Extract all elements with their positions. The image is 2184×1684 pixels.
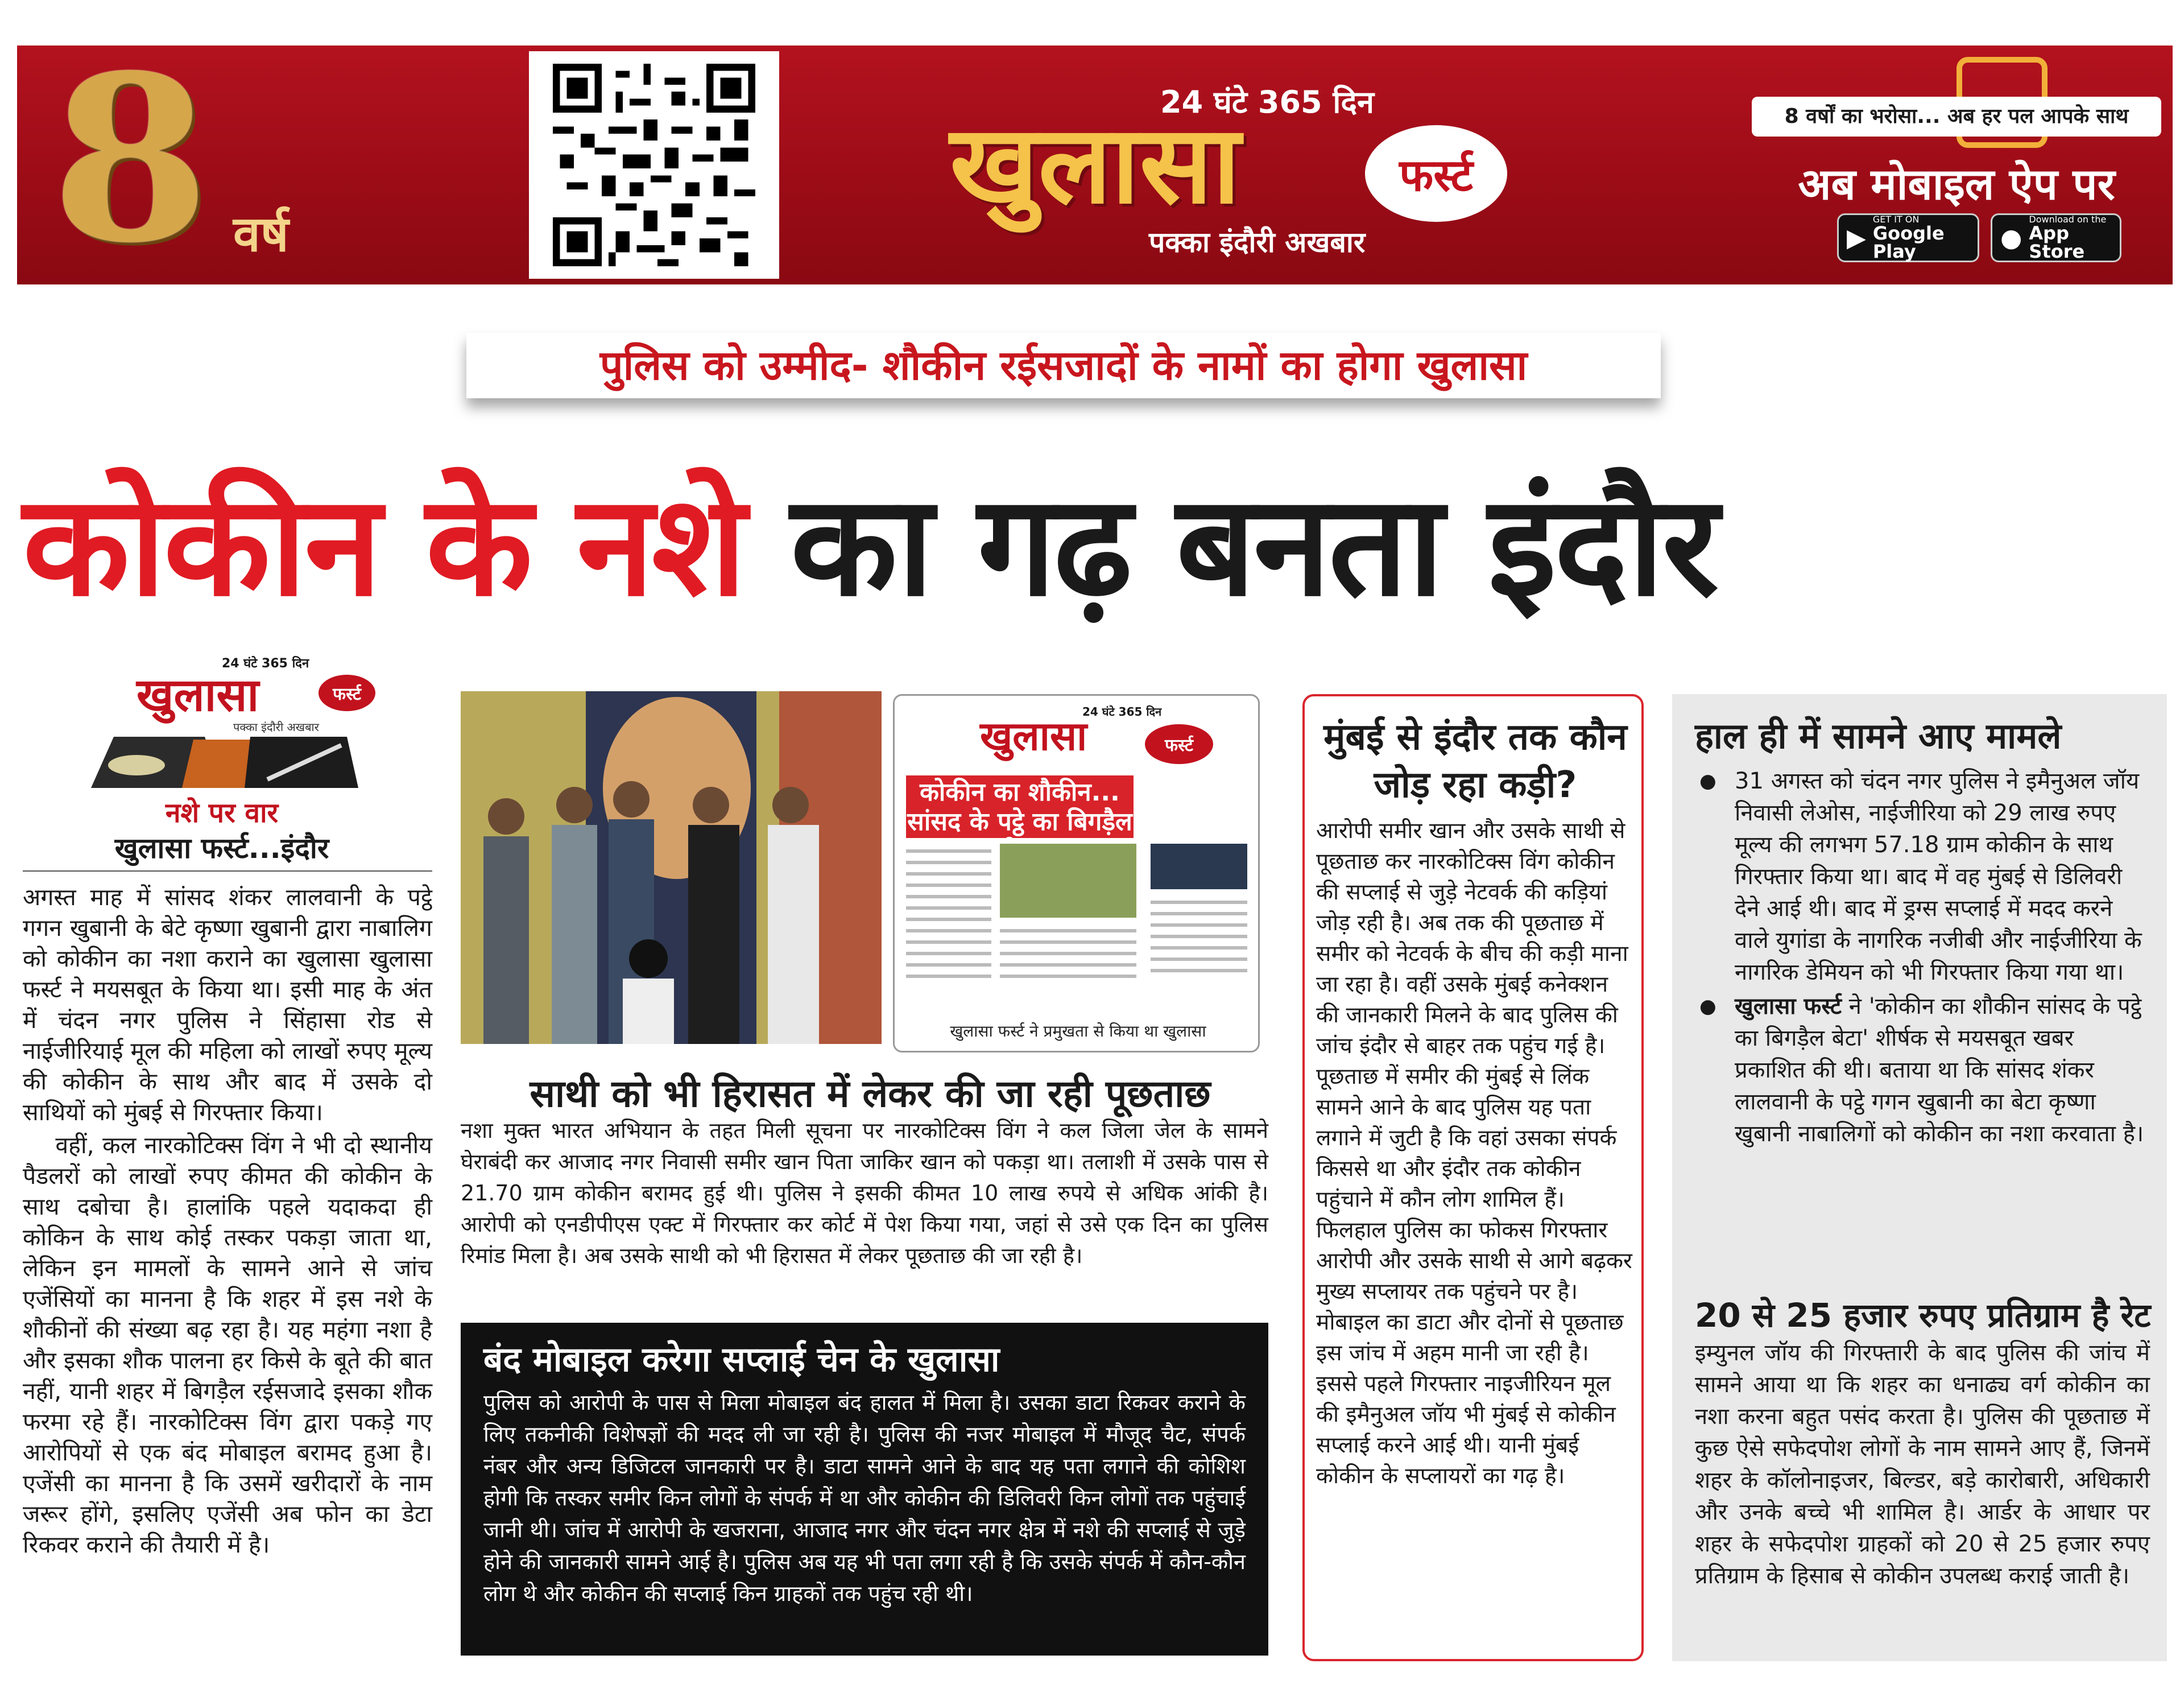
mini-brand [136,654,361,734]
rate-heading: 20 से 25 हजार रुपए प्रतिग्राम है रेट [1695,1296,2151,1335]
anniversary-number: 8 [51,26,210,293]
police-team-photo [461,691,882,1044]
recent-cases-list [1695,765,2150,1152]
mini-brand-name: खुलासा [136,668,259,721]
google-play-small: GET IT ON [1872,214,1920,225]
group-photo-icon [461,691,882,1044]
masthead-banner [17,26,2173,293]
black-box-body: पुलिस को आरोपी के पास से मिला मोबाइल बंद हालत में मिला है। उसका डाटा रिकवर कराने के लिए तकनीकी विशेषज्ञों की मदद ली जा रही है। पुलिस की नजर मोबाइल में मौजूद चैट, संपर्क नंबर और अन्य डिजिटल जानकारी पर है। डाटा सामने आने के बाद यह पता लगाने की कोशिश होगी कि तस्कर समीर किन लोगों के संपर्क में था और कोकीन की डिलिवरी किन लोगों तक पहुंचाई जानी थी। जांच में आरोपी के खजराना, आजाद नगर और चंदन नगर क्षेत्र में नशे की सप्लाई से जुड़े होने की जानकारी सामने आई है। पुलिस अब यह भी पता लगा रही है कि उसके संपर्क में कौन-कौन लोग थे और कोकीन की सप्लाई किन ग्राहकों तक पहुंच रही थी। [483,1390,1246,1606]
recent-cases-heading: हाल ही में सामने आए मामले [1695,715,2062,757]
left-paragraph-1: अगस्त माह में सांसद शंकर लालवानी के पट्ठे गगन खुबानी के बेटे कृष्णा खुबानी द्वारा नाबालिग को कोकीन का नशा कराने का खुलासा खुलासा फर्स्ट ने मयसबूत के किया था। इसी माह के अंत में चंदन नगर पुलिस ने सिंहासा रोड से नाईजीरियाई मूल की महिला को लाखों रुपए मूल्य की कोकीन के साथ और बाद में उसके दो साथियों को मुंबई से गिरफ्तार किया। [23,884,432,1126]
newspaper-clipping [893,694,1260,1052]
mini-brand-subtitle: पक्का इंदौरी अखबार [233,720,319,734]
brand-name: खुलासा [950,102,1241,228]
brand-badge: फर्स्ट [1365,125,1507,222]
black-box-heading: बंद मोबाइल करेगा सप्लाई चेन के खुलासा [483,1340,1000,1380]
brand-logo [933,57,1530,273]
clip-brand: खुलासा [980,713,1087,760]
app-store-button[interactable] [1991,213,2121,262]
anniversary-word: वर्ष [233,206,289,263]
clip-headline: कोकीन का शौकीन... सांसद के पट्ठे का बिगड़ैल [906,775,1134,838]
brand-subtitle: पक्का इंदौरी अखबार [1149,226,1366,259]
drug-collage-icon [80,734,364,791]
apple-icon: ● [2000,223,2022,253]
campaign-logo [63,654,381,865]
app-trust-line: 8 वर्षों का भरोसा... अब हर पल आपके साथ [1752,97,2161,137]
left-paragraph-2: वहीं, कल नारकोटिक्स विंग ने भी दो स्थानीय पैडलरों को लाखों रुपए कीमत की कोकीन के साथ दबोचा है। हालांकि पहले यदाकदा ही कोकिन के साथ कोई तस्कर पकड़ा जाता था, लेकिन इन मामलों के सामने आने से जांच एजेंसियों का मानना है कि शहर में इस नशे के शौकीनों की संख्या बढ़ रहा है। यह महंगा नशा है और इसका शौक पालना हर किसे के बूते की बात नहीं, यानी शहर में बिगड़ैल रईसजादे इसका शौक फरमा रहे हैं। नारकोटिक्स विंग द्वारा पकड़े गए आरोपियों से एक बंद मोबाइल बरामद हुआ है। एजेंसी का मानना है कि उसमें खरीदारों के नाम जरूर होंगे, इसलिए एजेंसी अब फोन का डेटा रिकवर कराने की तैयारी में है। [23,1132,433,1558]
left-column-article [23,882,432,1562]
app-store-small: Download on the [2029,214,2107,225]
mini-brand-tagline: 24 घंटे 365 दिन [222,657,309,671]
clip-body-placeholder [906,844,1247,1014]
recent-cases-column [1672,694,2167,1661]
headline-red-part: कोकीन के नशे [23,465,744,627]
qr-code[interactable] [529,51,779,279]
mumbai-heading: मुंबई से इंदौर तक कौन जोड़ रहा कड़ी? [1323,716,1627,806]
headline-black-part: का गढ़ बनता इंदौर [790,465,1717,627]
main-headline [23,455,2167,637]
campaign-title: नशे पर वार [165,797,279,829]
app-store-label: App Store [2029,222,2085,262]
clip-badge: फर्स्ट [1145,724,1213,764]
clip-caption: खुलासा फर्स्ट ने प्रमुखता से किया था खुलासा [950,1022,1206,1041]
rate-body: इम्युनल जॉय की गिरफ्तारी के बाद पुलिस की जांच में सामने आया था कि शहर का धनाढ्य वर्ग कोकीन का नशा करना बहुत पसंद करता है। पुलिस की पूछताछ में कुछ ऐसे सफेदपोश लोगों के नाम सामने आए हैं, जिनमें शहर के कॉलोनाइजर, बिल्डर, बड़े कारोबारी, अधिकारी और उनके बच्चे भी शामिल है। आर्डर के आधार पर शहर के सफेदपोश ग्राहकों को 20 से 25 हजार रुपए प्रतिग्राम के हिसाब से कोकीन उपलब्ध कराई जाती है। [1695,1340,2150,1589]
qr-code-icon [541,64,767,266]
campaign-subtitle: खुलासा फर्स्ट...इंदौर [114,832,329,865]
center-section-body: नशा मुक्त भारत अभियान के तहत मिली सूचना पर नारकोटिक्स विंग ने कल जिला जेल के सामने घेराबंदी कर आजाद नगर निवासी समीर खान पिता जाकिर खान को पकड़ा था। तलाशी में उसके पास से 21.70 ग्राम कोकीन बरामद हुई थी। पुलिस ने इसकी कीमत 10 लाख रुपये से अधिक आंकी है। आरोपी को एनडीपीएस एक्ट में गिरफ्तार कर कोर्ट में पेश किया गया, जहां से उसे एक दिन का पुलिस रिमांड मिला है। अब उसके साथी को भी हिरासत में लेकर पूछताछ की जा रही है। [461,1118,1268,1268]
list-item: ● खुलासा फर्स्ट ने 'कोकीन का शौकीन सांसद के पट्ठे का बिगड़ैल बेटा' शीर्षक से मयसबूत खबर प्रकाशित की थी। बताया था कि सांसद शंकर लालवानी के पट्ठे गगन खुबानी का बेटा कृष्णा खुबानी नाबालिगों को कोकीन का नशा करवाता है। [1695,990,2150,1150]
kicker-subheadline: पुलिस को उम्मीद- शौकीन रईसजादों के नामों का होगा खुलासा [466,333,1661,398]
google-play-button[interactable] [1837,213,1979,262]
anniversary-emblem [28,26,347,293]
mobile-supply-chain-box [461,1323,1268,1656]
mobile-app-promo [1752,51,2161,279]
mumbai-body: आरोपी समीर खान और उसके साथी से पूछताछ कर नारकोटिक्स विंग कोकीन की सप्लाई से जुड़े नेटवर्क की कड़ियां जोड़ रही है। अब तक की पूछताछ में समीर को नेटवर्क के बीच की कड़ी माना जा रहा है। वहीं उसके मुंबई कनेक्शन की जानकारी मिलने के बाद पुलिस की जांच इंदौर से बाहर तक पहुंच गई है। पूछताछ में समीर की मुंबई से लिंक सामने आने के बाद पुलिस यह पता लगाने में जुटी है कि वहां उसका संपर्क किससे था और इंदौर तक कोकीन पहुंचाने में कौन लोग शामिल हैं। फिलहाल पुलिस का फोकस गिरफ्तार आरोपी और उसके साथी से आगे बढ़कर मुख्य सप्लायर तक पहुंचने पर है। मोबाइल का डाटा और दोनों से पूछताछ इस जांच में अहम मानी जा रही है। इससे पहले गिरफ्तार नाइजीरियन मूल की इमैनुअल जॉय भी मुंबई से कोकीन सप्लाई करने आई थी। यानी मुंबई कोकीन के सप्लायरों का गढ़ है। [1316,818,1632,1489]
app-promo-line: अब मोबाइल ऐप पर [1798,159,2115,209]
list-item: ● 31 अगस्त को चंदन नगर पुलिस ने इमैनुअल जॉय निवासी लेओस, नाईजीरिया को 29 लाख रुपए मूल्य की लगभग 57.18 ग्राम कोकीन के साथ गिरफ्तार किया था। बाद में वह मुंबई से डिलिवरी देने आई थी। बाद में ड्रग्स सप्लाई में मदद करने वाले युगांडा के नागरिक नजीबी और नाईजीरिया के नागरिक डेमियन को भी गिरफ्तार किया गया था। [1695,765,2150,988]
mumbai-connection-box [1302,694,1644,1661]
center-section-heading: साथी को भी हिरासत में लेकर की जा रही पूछताछ [530,1072,1211,1116]
brand-mention: खुलासा फर्स्ट [1735,993,1842,1020]
divider [23,870,432,872]
brand-tagline: 24 घंटे 365 दिन [1160,84,1375,120]
clip-tagline: 24 घंटे 365 दिन [1082,705,1162,719]
google-play-label: Google Play [1872,222,1945,262]
mini-brand-badge: फर्स्ट [318,675,375,711]
play-triangle-icon: ▶ [1847,223,1866,253]
